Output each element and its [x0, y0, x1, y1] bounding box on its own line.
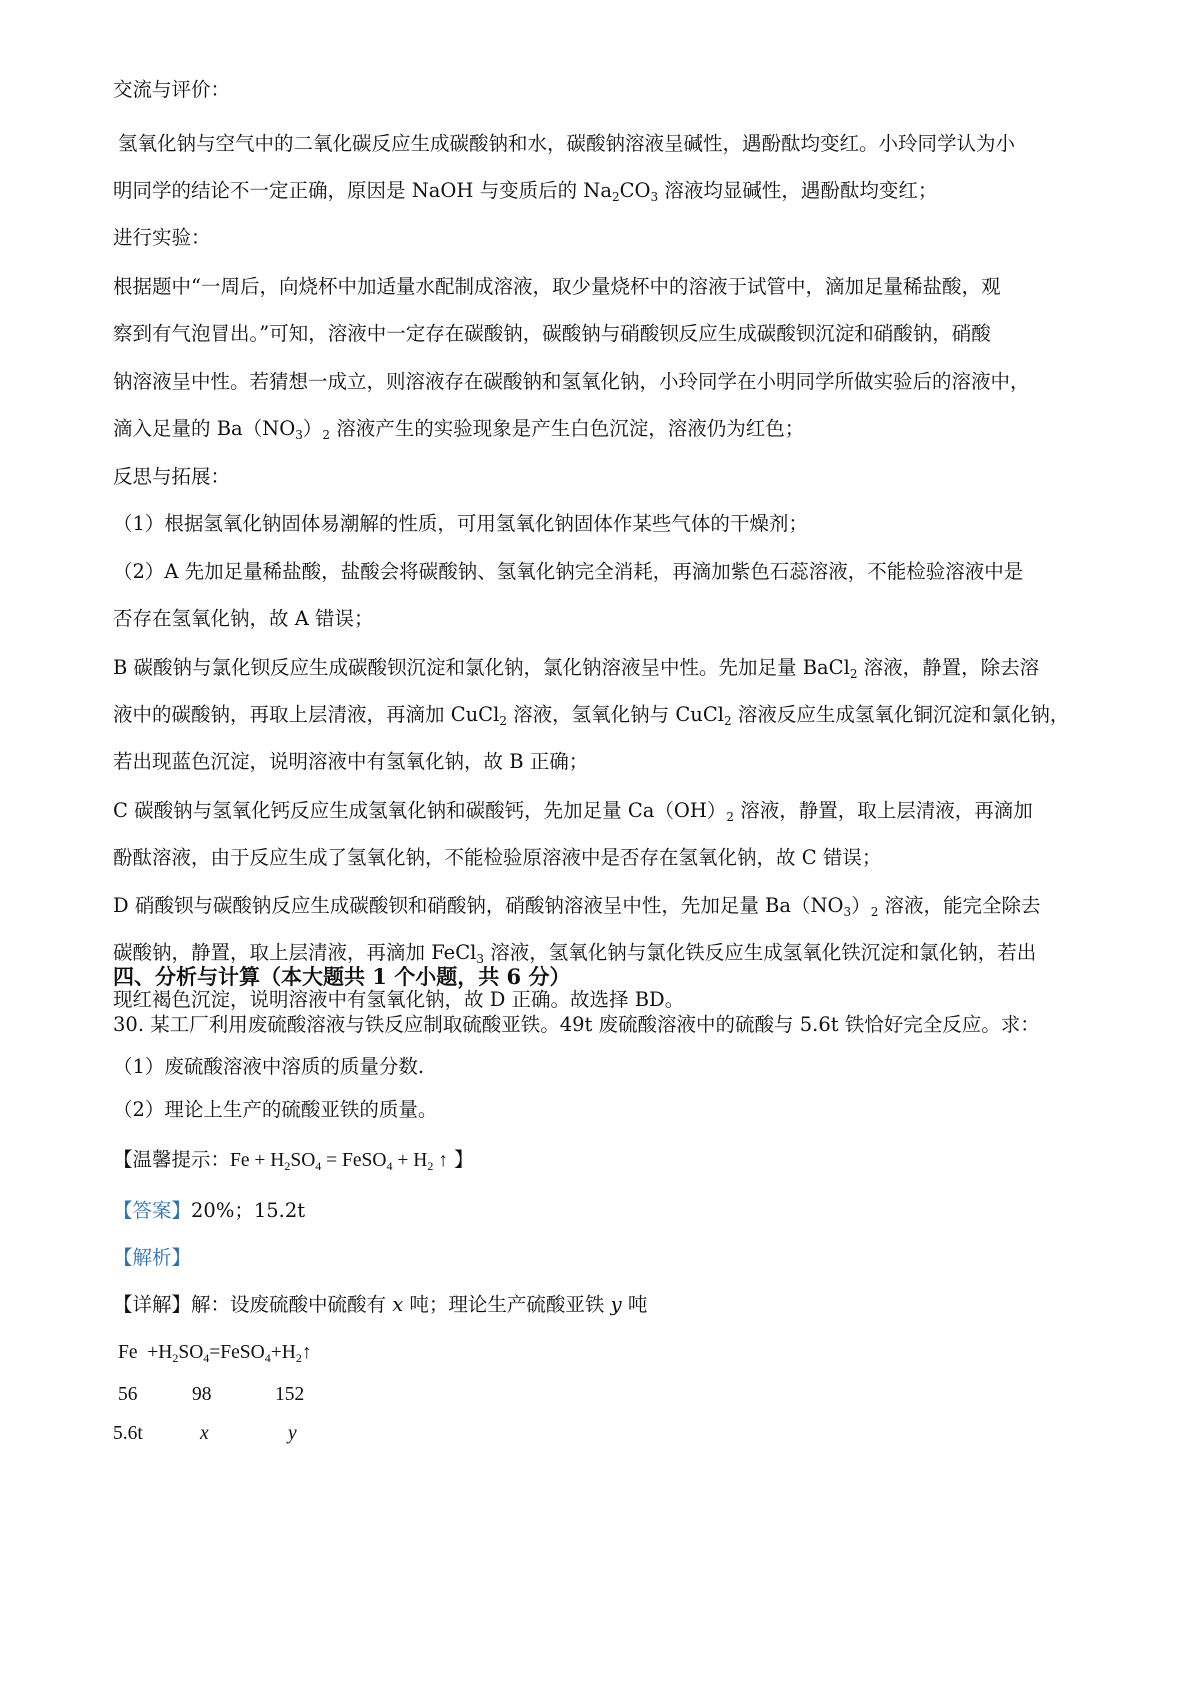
- line-text: 明同学的结论不一定正确，原因是 NaOH 与变质后的 Na: [113, 179, 612, 202]
- detail-text-b: 吨；理论生产硫酸亚铁: [403, 1293, 611, 1316]
- line-text: 察到有气泡冒出。”可知，溶液中一定存在碳酸钠，碳酸钠与硝酸钡反应生成碳酸钡沉淀和硝酸钠，硝酸: [113, 322, 991, 345]
- line-text: （1）根据氢氧化钠固体易潮解的性质，可用氢氧化钠固体作某些气体的干燥剂；: [113, 512, 808, 535]
- text-line: [113, 653, 1103, 689]
- line-text: 滴入足量的 Ba（NO: [113, 417, 296, 440]
- eq-arrow: ↑: [301, 1342, 312, 1363]
- text-line: [113, 843, 1103, 873]
- text-line: [113, 272, 1103, 302]
- line-text: 氢氧化钠与空气中的二氧化碳反应生成碳酸钠和水，碳酸钠溶液呈碱性，遇酚酞均变红。小玲同学认为小: [118, 132, 1016, 155]
- line-text: B 碳酸钠与氯化钡反应生成碳酸钡沉淀和氯化钠，氯化钠溶液呈中性。先加足量 BaCl: [113, 656, 850, 679]
- question-stem: 30. 某工厂利用废硫酸溶液与铁反应制取硫酸亚铁。49t 废硫酸溶液中的硫酸与 5.6t 铁恰好完全反应。求：: [113, 1013, 1040, 1036]
- section-heading: 四、分析与计算（本大题共 1 个小题，共 6 分）: [113, 964, 571, 989]
- question-part-1: （1）废硫酸溶液中溶质的质量分数.: [113, 1055, 425, 1078]
- detail-var-x: x: [392, 1293, 404, 1316]
- line-text: 溶液，静置，除去溶: [857, 656, 1040, 679]
- unknown-y: y: [288, 1423, 297, 1444]
- text-line: [113, 414, 1103, 450]
- line-text: 根据题中“一周后，向烧杯中加适量水配制成溶液，取少量烧杯中的溶液于试管中，滴加足量稀盐酸，观: [113, 275, 1001, 298]
- eq-plus-1: +: [147, 1342, 159, 1363]
- line-text: CO: [619, 179, 651, 202]
- eq-sub-3: 4: [264, 1351, 271, 1365]
- line-text: 溶液产生的实验现象是产生白色沉淀，溶液仍为红色；: [330, 417, 805, 440]
- line-text: 否存在氢氧化钠，故 A 错误；: [113, 607, 374, 630]
- text-line: [113, 557, 1103, 587]
- line-subscript: 2: [499, 714, 507, 728]
- hint-prefix: 【温馨提示：: [113, 1148, 231, 1171]
- text-line: [118, 129, 1108, 159]
- line-text: 溶液，氢氧化钠与氯化铁反应生成氢氧化铁沉淀和氯化钠，若出: [484, 941, 1037, 964]
- eq-sub-4: 2: [295, 1351, 302, 1365]
- eq-h: H: [158, 1342, 173, 1363]
- eq-h2: H: [281, 1342, 296, 1363]
- line-text: 溶液，能完全除去: [878, 894, 1041, 917]
- text-line: [113, 75, 1103, 105]
- hint-equation: $Fe + H_2SO_4$ = FeSO$_4$ + $H_2$ ↑: [230, 1150, 448, 1173]
- text-line: [113, 176, 1103, 212]
- answer-line: [113, 1196, 1103, 1226]
- line-text: 溶液反应生成氢氧化铜沉淀和氯化钠，: [731, 703, 1070, 726]
- eq-fe: Fe: [118, 1342, 138, 1363]
- detail-text-c: 吨: [621, 1293, 648, 1316]
- reaction-equation: [118, 1338, 312, 1373]
- hint-suffix: 】: [447, 1148, 474, 1171]
- ratio-fe-mass: 56: [118, 1384, 138, 1405]
- eq-plus-2: +: [270, 1342, 282, 1363]
- text-line: [113, 319, 1103, 349]
- unknown-x: x: [200, 1423, 209, 1444]
- text-line: [113, 367, 1103, 397]
- eq-so: SO: [178, 1342, 204, 1363]
- line-text: 溶液，静置，取上层清液，再滴加: [734, 799, 1033, 822]
- line-subscript: 2: [724, 714, 732, 728]
- actual-fe-mass: 5.6t: [113, 1423, 143, 1444]
- text-line: [113, 796, 1103, 832]
- line-text: 液中的碳酸钠，再取上层清液，再滴加 CuCl: [113, 703, 500, 726]
- line-subscript: 2: [870, 905, 879, 919]
- line-text: C 碳酸钠与氢氧化钙反应生成氢氧化钠和碳酸钙，先加足量 Ca（OH）: [113, 799, 727, 822]
- line-subscript: 2: [726, 810, 734, 824]
- line-subscript: 3: [843, 905, 852, 919]
- line-text: 进行实验：: [113, 226, 211, 249]
- line-text: 酚酞溶液，由于反应生成了氢氧化钠，不能检验原溶液中是否存在氢氧化钠，故 C 错误；: [113, 846, 882, 869]
- eq-sub-1: 2: [172, 1351, 179, 1365]
- line-text: （2）A 先加足量稀盐酸，盐酸会将碳酸钠、氢氧化钠完全消耗，再滴加紫色石蕊溶液，不能检验溶液中是: [113, 560, 1024, 583]
- line-text: 交流与评价：: [113, 78, 231, 101]
- text-line: [113, 604, 1103, 634]
- text-line: [113, 747, 1103, 777]
- detail-text-a: 解：设废硫酸中硫酸有: [191, 1293, 393, 1316]
- text-line: [113, 462, 1103, 492]
- analysis-label: 【解析】: [113, 1246, 192, 1269]
- line-subscript: 3: [650, 190, 659, 204]
- line-text: 溶液，氢氧化钠与 CuCl: [506, 703, 725, 726]
- answer-label: 【答案】: [113, 1199, 192, 1222]
- line-subscript: 3: [476, 952, 484, 966]
- answer-value: 20%；15.2t: [191, 1199, 306, 1222]
- line-subscript: 2: [322, 428, 331, 442]
- eq-sub-2: 4: [203, 1351, 210, 1365]
- ratio-feso4-mass: 152: [275, 1384, 305, 1405]
- text-line: [113, 509, 1103, 539]
- eq-feso: FeSO: [220, 1342, 265, 1363]
- line-text: 反思与拓展：: [113, 465, 231, 488]
- line-subscript: 3: [295, 428, 303, 442]
- line-subscript: 2: [849, 667, 858, 681]
- line-text: ）: [302, 417, 323, 440]
- detail-line: [113, 1290, 1103, 1320]
- detail-var-y: y: [610, 1293, 622, 1316]
- line-text: 碳酸钠，静置，取上层清液，再滴加 FeCl: [113, 941, 477, 964]
- line-text: 若出现蓝色沉淀，说明溶液中有氢氧化钠，故 B 正确；: [113, 750, 589, 773]
- text-line: [113, 891, 1103, 927]
- hint-line: [113, 1145, 1103, 1181]
- text-line: [113, 223, 1103, 253]
- text-line: [113, 700, 1103, 736]
- line-text: D 硝酸钡与碳酸钠反应生成碳酸钡和硝酸钠，硝酸钠溶液呈中性，先加足量 Ba（NO: [113, 894, 844, 917]
- detail-label: 【详解】: [113, 1293, 192, 1316]
- eq-equals: =: [209, 1342, 221, 1363]
- line-text: 钠溶液呈中性。若猜想一成立，则溶液存在碳酸钠和氢氧化钠，小玲同学在小明同学所做实验后的溶液中，: [113, 370, 1030, 393]
- line-text: ）: [851, 894, 871, 917]
- line-text: 溶液均显碱性，遇酚酞均变红；: [658, 179, 938, 202]
- line-text: 现红褐色沉淀，说明溶液中有氢氧化钠，故 D 正确。故选择 BD。: [113, 988, 685, 1011]
- question-part-2: （2）理论上生产的硫酸亚铁的质量。: [113, 1098, 438, 1121]
- ratio-h2so4-mass: 98: [192, 1384, 212, 1405]
- line-subscript: 2: [611, 190, 620, 204]
